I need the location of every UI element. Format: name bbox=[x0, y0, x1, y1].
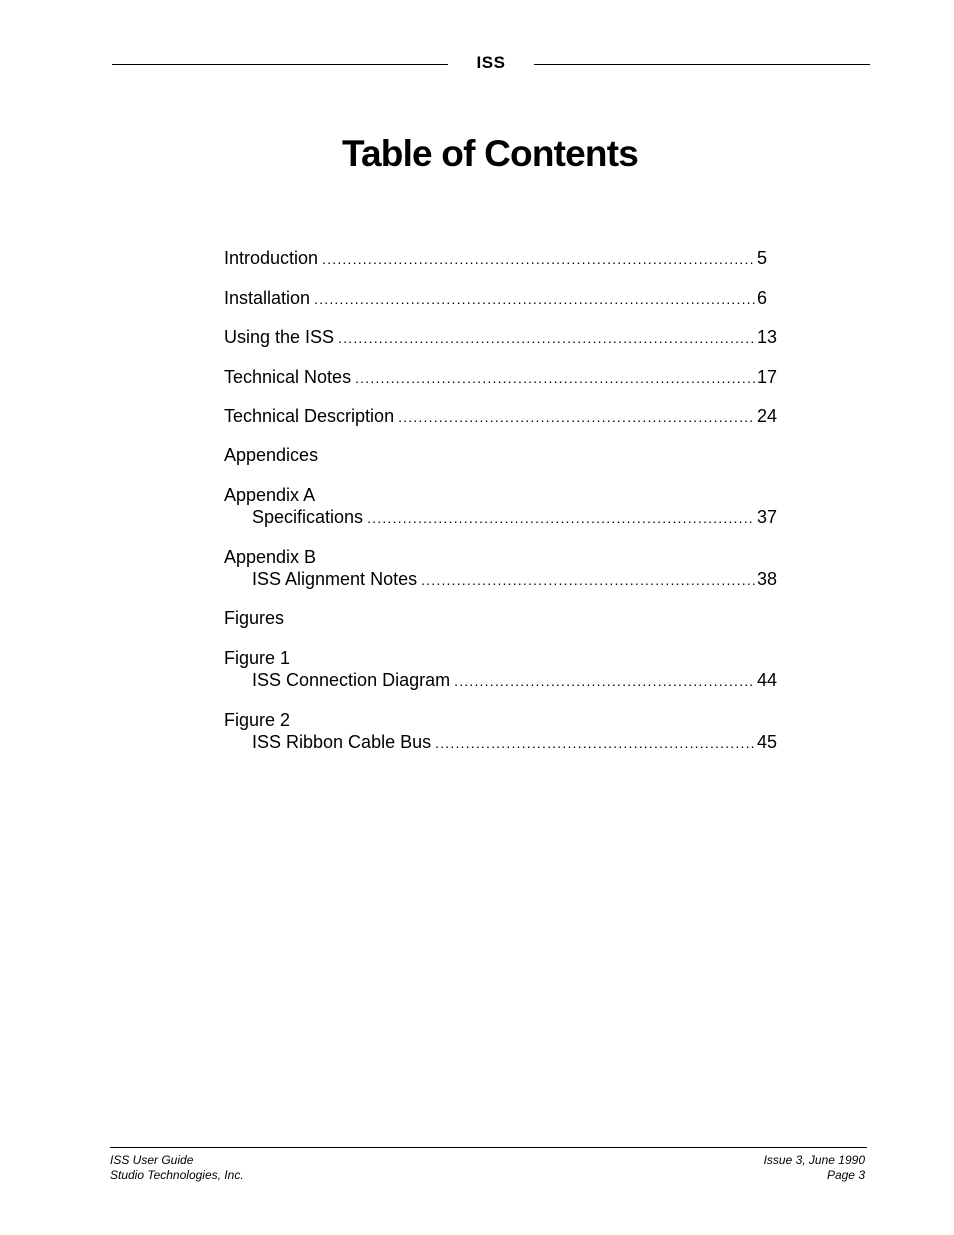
toc-leader-dots bbox=[367, 507, 755, 529]
toc-leader-dots bbox=[338, 327, 755, 349]
toc-page-number: 24 bbox=[757, 406, 778, 426]
toc-label: ISS Ribbon Cable Bus bbox=[252, 732, 432, 752]
toc-label: Installation bbox=[224, 288, 311, 308]
toc-label: Using the ISS bbox=[224, 327, 335, 347]
toc-page-number: 44 bbox=[757, 670, 778, 690]
toc-page-number: 5 bbox=[757, 248, 768, 268]
footer-company: Studio Technologies, Inc. bbox=[110, 1168, 244, 1182]
toc-subheading: Appendix B bbox=[224, 547, 317, 567]
toc-leader-dots bbox=[421, 569, 755, 591]
running-title: ISS bbox=[476, 53, 506, 72]
toc-label: Specifications bbox=[252, 507, 364, 527]
toc-entry-introduction bbox=[224, 247, 784, 269]
toc-label: ISS Alignment Notes bbox=[252, 569, 418, 589]
toc-page-number: 13 bbox=[757, 327, 778, 347]
page-footer bbox=[110, 1147, 867, 1182]
toc-leader-dots bbox=[355, 367, 755, 389]
toc-heading-appendices bbox=[224, 444, 784, 466]
toc-page-number: 38 bbox=[757, 569, 778, 589]
footer-doc-title: ISS User Guide bbox=[110, 1153, 194, 1167]
toc-entry-using-the-iss bbox=[224, 326, 784, 348]
toc-label: Introduction bbox=[224, 248, 319, 268]
toc-subheading: Figure 2 bbox=[224, 710, 291, 730]
page-title: Table of Contents bbox=[341, 133, 639, 174]
toc-page-number: 17 bbox=[757, 367, 778, 387]
toc-leader-dots bbox=[398, 406, 755, 428]
toc-section-heading: Figures bbox=[224, 608, 285, 628]
toc-leader-dots bbox=[454, 670, 755, 692]
toc-entry-appendix-a bbox=[224, 484, 784, 528]
footer-left bbox=[110, 1153, 244, 1183]
toc-entry-appendix-b bbox=[224, 546, 784, 590]
toc-heading-figures bbox=[224, 607, 784, 629]
toc-page-number: 6 bbox=[757, 288, 768, 308]
footer-page-number: Page 3 bbox=[826, 1168, 865, 1182]
toc-entry-installation bbox=[224, 287, 784, 309]
toc-page-number: 45 bbox=[757, 732, 778, 752]
toc-subheading: Figure 1 bbox=[224, 648, 291, 668]
toc-leader-dots bbox=[314, 288, 755, 310]
footer-right bbox=[764, 1153, 865, 1183]
toc-entry-figure-1 bbox=[224, 647, 784, 691]
toc-label: ISS Connection Diagram bbox=[252, 670, 451, 690]
toc-label: Technical Notes bbox=[224, 367, 352, 387]
running-header bbox=[112, 52, 870, 76]
toc-label: Technical Description bbox=[224, 406, 395, 426]
toc-entry-technical-notes bbox=[224, 366, 784, 388]
toc-section-heading: Appendices bbox=[224, 445, 319, 465]
footer-issue: Issue 3, June 1990 bbox=[763, 1153, 865, 1167]
toc-page-number: 37 bbox=[757, 507, 778, 527]
header-rule-right bbox=[534, 64, 870, 65]
toc-entry-technical-description bbox=[224, 405, 784, 427]
toc-entry-figure-2 bbox=[224, 709, 784, 753]
header-rule-left bbox=[112, 64, 448, 65]
toc-leader-dots bbox=[322, 248, 755, 270]
toc-leader-dots bbox=[435, 732, 755, 754]
toc-subheading: Appendix A bbox=[224, 485, 316, 505]
